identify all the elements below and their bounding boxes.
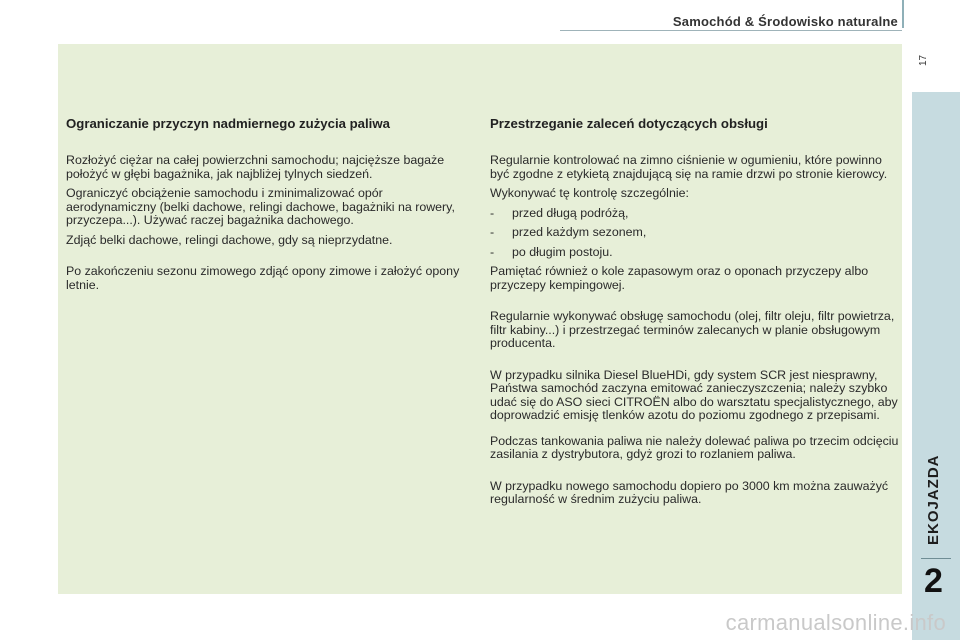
right-column bbox=[490, 116, 900, 513]
left-paragraph: Zdjąć belki dachowe, relingi dachowe, gdy są nieprzydatne. bbox=[66, 232, 393, 247]
right-paragraph: Podczas tankowania paliwa nie należy dolewać paliwa po trzecim odcięciu zasilania z dystrybutora, gdyż grozi to rozlaniem paliwa. bbox=[490, 433, 899, 461]
section-divider bbox=[921, 558, 951, 559]
right-paragraph: Pamiętać również o kole zapasowym oraz o oponach przyczepy albo przyczepy kempingowej. bbox=[490, 264, 869, 292]
list-item: - przed każdym sezonem, bbox=[490, 225, 647, 239]
page-header-title: Samochód & Środowisko naturalne bbox=[672, 14, 898, 29]
content-panel bbox=[58, 44, 902, 594]
right-paragraph: W przypadku nowego samochodu dopiero po 3000 km można zauważyć regularność w średnim zużyciu paliwa. bbox=[490, 478, 889, 506]
check-list bbox=[490, 207, 900, 260]
left-paragraph: Po zakończeniu sezonu zimowego zdjąć opony zimowe i założyć opony letnie. bbox=[66, 264, 460, 292]
right-paragraph: W przypadku silnika Diesel BlueHDi, gdy system SCR jest niesprawny, Państwa samochód zaczyna emitować zanieczyszczenia; należy szybko udać się do ASO sieci CITROËN albo do warsztatu specjalistycznego, aby doprowadzić emisję tlenków azotu do poziomu zgodnego z przepisami. bbox=[490, 367, 898, 422]
section-label: EKOJAZDA bbox=[925, 454, 942, 545]
header-divider bbox=[560, 30, 902, 31]
right-paragraph: Regularnie wykonywać obsługę samochodu (olej, filtr oleju, filtr powietrza, filtr kabiny...) i przestrzegać terminów zalecanych w planie obsługowym producenta. bbox=[490, 309, 895, 350]
left-column bbox=[66, 116, 474, 298]
left-paragraph: Rozłożyć ciężar na całej powierzchni samochodu; najcięższe bagaże położyć w głębi bagażnika, jak najbliżej tylnych siedzeń. bbox=[66, 153, 445, 181]
chapter-number: 2 bbox=[924, 562, 943, 600]
page-number: 17 bbox=[918, 54, 929, 66]
header-accent-bar bbox=[902, 0, 904, 28]
left-paragraph: Ograniczyć obciążenie samochodu i zminimalizować opór aerodynamiczny (belki dachowe, relingi dachowe, bagażniki na rowery, przyczepa...). Używać raczej bagażnika dachowego. bbox=[66, 186, 455, 227]
right-paragraph: Regularnie kontrolować na zimno ciśnienie w ogumieniu, które powinno być zgodne z etykietą znajdującą się na ramie drzwi po stronie kierowcy. bbox=[490, 153, 888, 181]
left-heading: Ograniczanie przyczyn nadmiernego zużycia paliwa bbox=[66, 116, 390, 131]
watermark: carmanualsonline.info bbox=[725, 610, 946, 635]
right-paragraph: Wykonywać tę kontrolę szczególnie: bbox=[490, 186, 689, 200]
list-item: - przed długą podróżą, bbox=[490, 205, 629, 220]
right-heading: Przestrzeganie zaleceń dotyczących obsługi bbox=[490, 116, 768, 131]
list-item: - po długim postoju. bbox=[490, 244, 613, 259]
